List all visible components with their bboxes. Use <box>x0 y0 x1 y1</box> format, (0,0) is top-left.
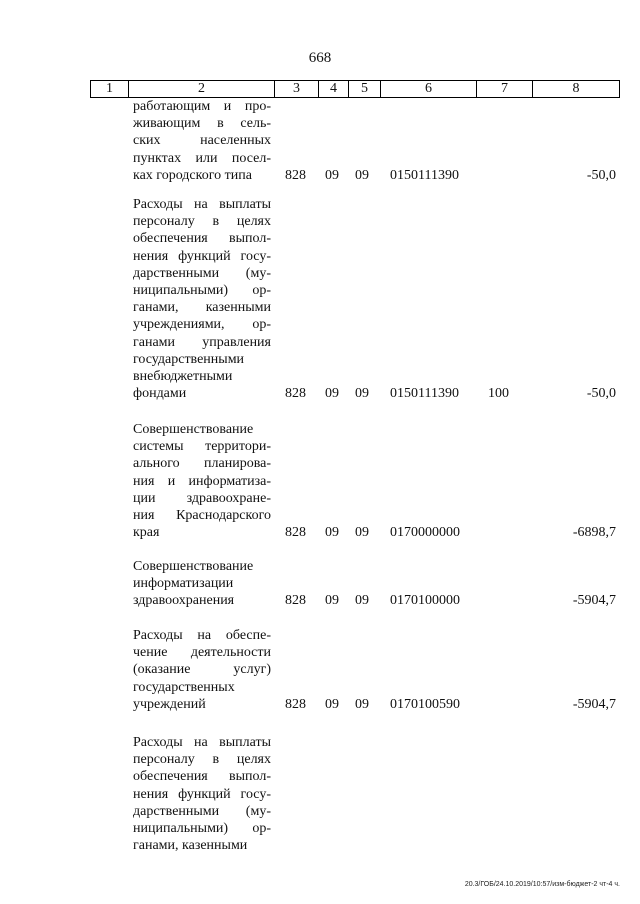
description-line: Расходы на выплаты <box>133 197 271 212</box>
section-code: 09 <box>325 696 339 712</box>
header-col-6: 6 <box>381 81 477 97</box>
description-line: чение деятельности <box>133 645 271 661</box>
description-line: ния и информатиза- <box>133 473 271 489</box>
row-description <box>133 421 271 541</box>
ved-code: 828 <box>285 593 306 609</box>
section-code: 09 <box>325 167 339 183</box>
description-line: края <box>133 525 160 541</box>
description-line: системы территори- <box>133 439 271 455</box>
description-line: ального планирова- <box>133 456 271 472</box>
description-line: Расходы на обеспе- <box>133 628 271 643</box>
header-col-3: 3 <box>275 81 319 97</box>
header-col-7: 7 <box>477 81 533 97</box>
target-article-code: 0150111390 <box>390 386 459 402</box>
target-article-code: 0150111390 <box>390 167 459 183</box>
description-line: работающим и про- <box>133 99 271 114</box>
subsection-code: 09 <box>355 593 369 609</box>
description-line: фондами <box>133 386 187 402</box>
target-article-code: 0170000000 <box>390 525 460 541</box>
row-description <box>133 627 271 713</box>
description-line: ниципальными) ор- <box>133 283 271 299</box>
description-line: нения функций госу- <box>133 248 271 264</box>
description-line: Совершенствование <box>133 559 254 574</box>
description-line: государственными <box>133 351 245 367</box>
target-article-code: 0170100590 <box>390 696 460 712</box>
description-line: пунктах или посел- <box>133 150 271 166</box>
subsection-code: 09 <box>355 696 369 712</box>
table-header <box>90 80 620 98</box>
description-line: нения функций госу- <box>133 786 271 802</box>
description-line: ниципальными) ор- <box>133 821 271 837</box>
ved-code: 828 <box>285 525 306 541</box>
amount: -5904,7 <box>572 593 616 609</box>
header-col-2: 2 <box>129 81 275 97</box>
description-line: персоналу в целях <box>133 752 271 768</box>
expense-type-code: 100 <box>488 386 509 402</box>
description-line: ганами управления <box>133 334 271 350</box>
row-description <box>133 196 271 402</box>
section-code: 09 <box>325 593 339 609</box>
subsection-code: 09 <box>355 386 369 402</box>
amount: -6898,7 <box>572 525 616 541</box>
description-line: живающим в сель- <box>133 116 271 132</box>
description-line: обеспечения выпол- <box>133 231 271 247</box>
row-description <box>133 558 271 610</box>
description-line: Совершенствование <box>133 422 254 437</box>
description-line: ганами, казенными <box>133 300 271 316</box>
description-line: дарственными (му- <box>133 265 271 281</box>
description-line: ках городского типа <box>133 167 252 183</box>
header-col-1: 1 <box>91 81 129 97</box>
description-line: дарственными (му- <box>133 803 271 819</box>
subsection-code: 09 <box>355 525 369 541</box>
row-description <box>133 734 271 854</box>
header-col-5: 5 <box>349 81 381 97</box>
subsection-code: 09 <box>355 167 369 183</box>
description-line: (оказание услуг) <box>133 662 271 678</box>
description-line: здравоохранения <box>133 593 235 609</box>
footer-code: 20.3/ГОБ/24.10.2019/10:57/изм-бюджет-2 чт-4 ч. <box>464 881 620 888</box>
amount: -5904,7 <box>572 696 616 712</box>
target-article-code: 0170100000 <box>390 593 460 609</box>
description-line: ганами, казенными <box>133 838 248 854</box>
description-line: Расходы на выплаты <box>133 735 271 750</box>
header-col-8: 8 <box>572 81 580 96</box>
description-line: информатизации <box>133 576 234 592</box>
ved-code: 828 <box>285 167 306 183</box>
description-line: ции здравоохране- <box>133 490 271 506</box>
description-line: учреждениями, ор- <box>133 317 271 333</box>
description-line: обеспечения выпол- <box>133 769 271 785</box>
description-line: внебюджетными <box>133 369 233 385</box>
amount: -50,0 <box>586 167 616 183</box>
header-col-4: 4 <box>319 81 349 97</box>
amount: -50,0 <box>586 386 616 402</box>
section-code: 09 <box>325 525 339 541</box>
description-line: государственных <box>133 679 235 695</box>
description-line: персоналу в целях <box>133 214 271 230</box>
description-line: ских населенных <box>133 133 271 149</box>
section-code: 09 <box>325 386 339 402</box>
page-number: 668 <box>308 50 332 66</box>
ved-code: 828 <box>285 696 306 712</box>
description-line: учреждений <box>133 696 206 712</box>
description-line: ния Краснодарского <box>133 508 271 524</box>
ved-code: 828 <box>285 386 306 402</box>
row-description <box>133 98 271 184</box>
